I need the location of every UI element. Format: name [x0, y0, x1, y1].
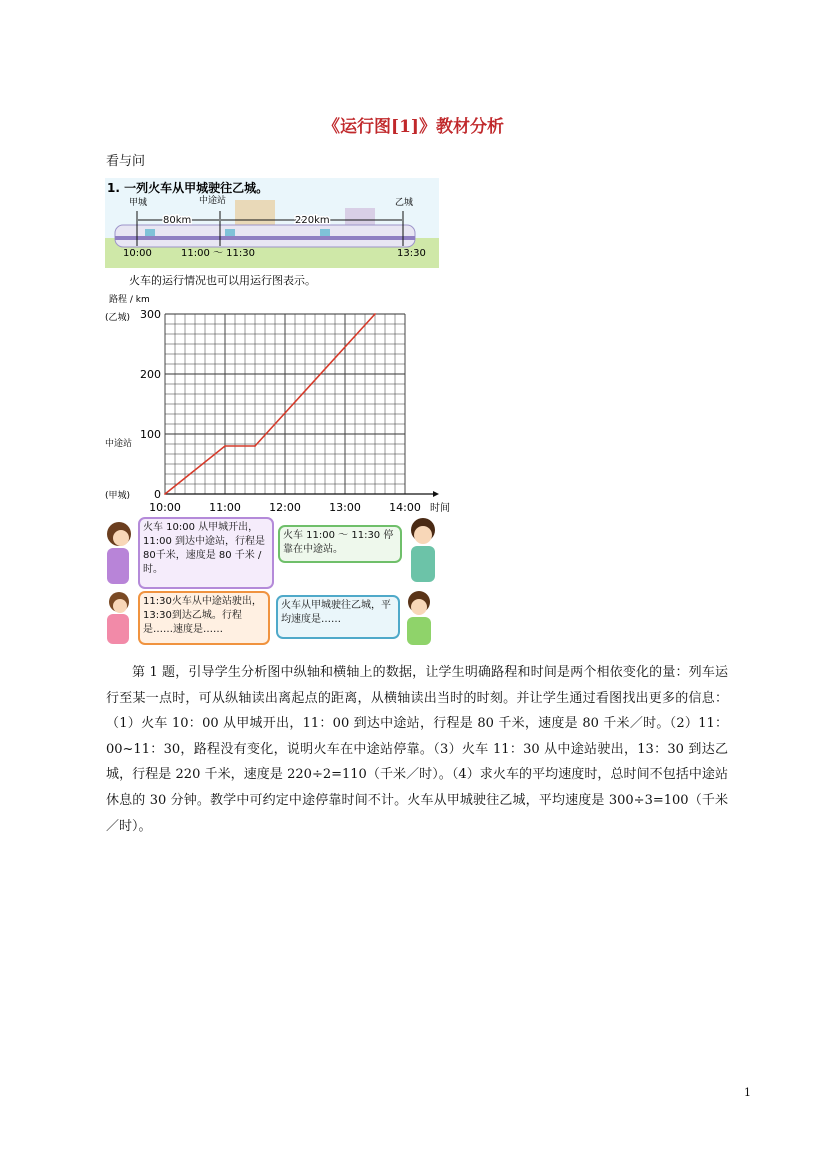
running-chart — [105, 308, 450, 514]
girl-2-illustration — [107, 592, 129, 644]
segment-2-label: 220km — [295, 215, 330, 226]
x-tick-label: 14:00 — [389, 501, 421, 514]
textbook-figure — [105, 178, 450, 650]
segment-1-label: 80km — [163, 215, 192, 226]
bubble-1-text: 火车 10:00 从甲城开出，11:00 到达中途站，行程是80千米，速度是 80 千米 / 时。 — [143, 522, 265, 575]
x-tick-label: 12:00 — [269, 501, 301, 514]
x-axis-arrow — [433, 491, 439, 497]
series-point — [374, 313, 376, 315]
y-tick-label: 0 — [154, 488, 161, 501]
time-start: 10:00 — [123, 248, 152, 259]
bubble-4-text: 火车从甲城驶往乙城，平均速度是…… — [281, 600, 391, 625]
time-mid: 11:00 ～ 11:30 — [181, 248, 255, 259]
bubble-2-text: 火车 11:00 ～ 11:30 停靠在中途站。 — [283, 530, 394, 555]
x-tick-label: 13:00 — [329, 501, 361, 514]
section-heading: 看与问 — [106, 154, 146, 169]
label-end-city: 乙城 — [395, 198, 414, 208]
y-tick-label: 100 — [140, 428, 161, 441]
girl-illustration — [107, 522, 131, 584]
page-title: 《运行图[1]》教材分析 — [323, 117, 504, 137]
series-point — [164, 493, 166, 495]
figure-caption: 火车的运行情况也可以用运行图表示。 — [129, 274, 316, 287]
analysis-paragraph: 第 1 题，引导学生分析图中纵轴和横轴上的数据，让学生明确路程和时间是两个相依变化的量：列车运行至某一点时，可从纵轴读出离起点的距离，从横轴读出当时的时刻。并让学生通过看图找出更多的信息：（1）火车 10：00 从甲城开出，11：00 到达中途站，行程是 80 千米，速度是 80 千米／时。（2）11：00~11：30，路程没有变化，说明火车在中途站停靠。（3）火车 11：30 从中途站驶出，13：30 到达乙城，行程是 220 千米，速度是 220÷2=110（千米／时）。（4）求火车的平均速度时，总时间不包括中途站休息的 30 分钟。教学中可约定中途停靠时间不计。火车从甲城驶往乙城，平均速度是 300÷3=100（千米／时）。 — [106, 665, 728, 834]
x-tick-label: 10:00 — [149, 501, 181, 514]
bubble-3-text: 11:30火车从中途站驶出，13:30到达乙城。行程是……速度是…… — [143, 596, 262, 635]
boy-illustration — [411, 518, 435, 582]
y-tick-label: 200 — [140, 368, 161, 381]
speech-bubbles — [139, 518, 401, 644]
x-tick-label: 11:00 — [209, 501, 241, 514]
y-tick-note: (乙城) — [105, 313, 131, 323]
series-point — [224, 445, 226, 447]
label-start-city: 甲城 — [129, 198, 148, 208]
y-tick-note: 中途站 — [105, 439, 133, 449]
series-point — [254, 445, 256, 447]
y-tick-note: (甲城) — [105, 491, 131, 501]
label-mid-station: 中途站 — [199, 196, 227, 206]
page-number: 1 — [744, 1086, 751, 1099]
boy-2-illustration — [407, 591, 431, 645]
train — [115, 225, 415, 247]
y-axis-label: 路程 / km — [109, 295, 150, 305]
y-tick-label: 300 — [140, 308, 161, 321]
figure-question: 1. 一列火车从甲城驶往乙城。 — [107, 181, 269, 195]
time-end: 13:30 — [397, 248, 426, 259]
x-axis-label: 时间 — [430, 503, 450, 514]
